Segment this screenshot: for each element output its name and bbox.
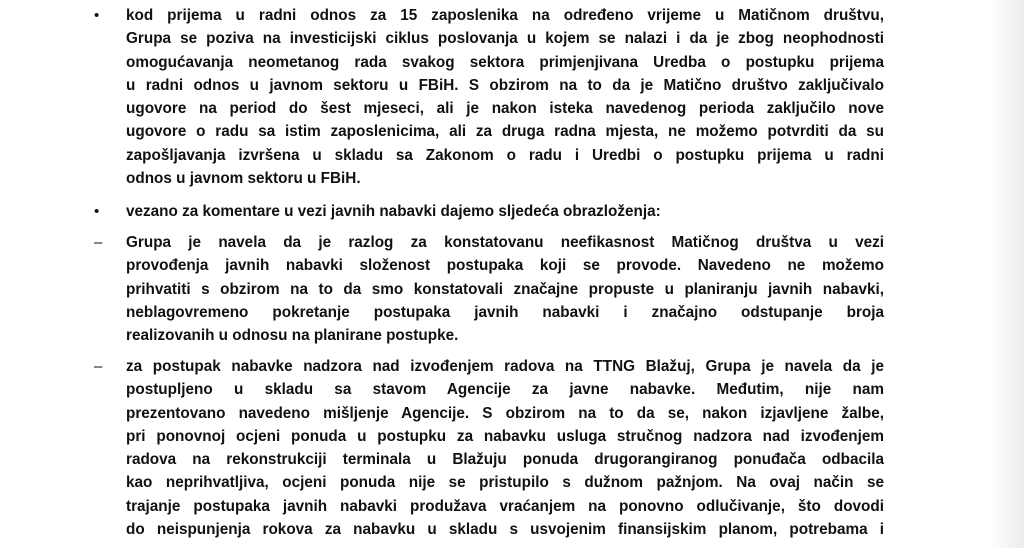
- text-line: do neispunjenja rokova za nabavku u skladu s usvojenim finansijskim planom, potrebama i: [126, 521, 884, 539]
- paragraph: [126, 4, 884, 190]
- text-line: vezano za komentare u vezi javnih nabavki dajemo sljedeća obrazloženja:: [126, 203, 661, 220]
- paragraph: [126, 231, 884, 347]
- text-line: trajanje postupaka javnih nabavki produžava vraćanjem na ponovno odlučivanje, što dovodi: [126, 497, 884, 515]
- text-line: za postupak nabavke nadzora nad izvođenjem radova na TTNG Blažuj, Grupa je navela da je: [126, 358, 884, 375]
- dash-icon: –: [94, 234, 103, 251]
- text-line: kod prijema u radni odnos za 15 zaposlenika na određeno vrijeme u Matičnom društvu,: [126, 7, 884, 24]
- dash-item-supervision: [84, 355, 884, 541]
- text-line: radova na rekonstrukciji terminala u Blažuju ponuda drugorangiranog ponuđača odbacila: [126, 451, 884, 469]
- text-line: prihvatiti s obzirom na to da smo konstatovali značajne propuste u planiranju javnih nabavki,: [126, 280, 884, 298]
- page-edge-shadow: [988, 0, 1024, 548]
- text-line: u radni odnos u javnom sektoru u FBiH. S obzirom na to da je Matično društvo zaključivalo: [126, 76, 884, 94]
- text-line: kao neprihvatljiva, ocjeni ponuda nije se pristupilo s dužnom pažnjom. Na ovaj način se: [126, 474, 884, 492]
- text-line: provođenja javnih nabavki složenost postupaka koji se provode. Navedeno ne možemo: [126, 257, 884, 275]
- bullet-item-employment: [84, 4, 884, 190]
- text-line: odnos u javnom sektoru u FBiH.: [126, 170, 361, 188]
- dash-icon: –: [94, 358, 103, 375]
- text-line: zapošljavanja izvršena u skladu sa Zakonom o radu i Uredbi o postupku prijema u radni: [126, 146, 884, 164]
- bullet-item-procurement-intro: [84, 200, 884, 223]
- paragraph: [126, 355, 884, 541]
- text-line: neblagovremeno pokretanje postupaka javnih nabavki i značajno odstupanje broja: [126, 303, 884, 321]
- text-line: ugovore o radu sa istim zaposlenicima, ali za druga radna mjesta, ne možemo potvrditi da su: [126, 123, 884, 141]
- bullet-icon: •: [94, 7, 100, 24]
- dash-item-inefficiency: [84, 231, 884, 347]
- bullet-icon: •: [94, 203, 100, 220]
- text-line: prezentovano navedeno mišljenje Agencije. S obzirom na to da se, nakon izjavljene žalbe,: [126, 404, 884, 422]
- text-line: ugovore na period do šest mjeseci, ali je nakon isteka navedenog perioda zaključilo nove: [126, 100, 884, 118]
- text-line: pri ponovnoj ocjeni ponuda u postupku za nabavku usluga stručnog nadzora nad izvođenjem: [126, 427, 884, 445]
- text-line: Grupa je navela da je razlog za konstatovanu neefikasnost Matičnog društva u vezi: [126, 234, 884, 251]
- text-line: Grupa se poziva na investicijski ciklus poslovanja u kojem se nalazi i da je zbog neophodnosti: [126, 30, 884, 48]
- paragraph: [126, 200, 884, 223]
- text-line: omogućavanja neometanog rada svakog sektora primjenjivana Uredba o postupku prijema: [126, 53, 884, 71]
- text-line: realizovanih u odnosu na planirane postupke.: [126, 327, 459, 345]
- text-line: postupljeno u skladu sa stavom Agencije za javne nabavke. Međutim, nije nam: [126, 381, 884, 399]
